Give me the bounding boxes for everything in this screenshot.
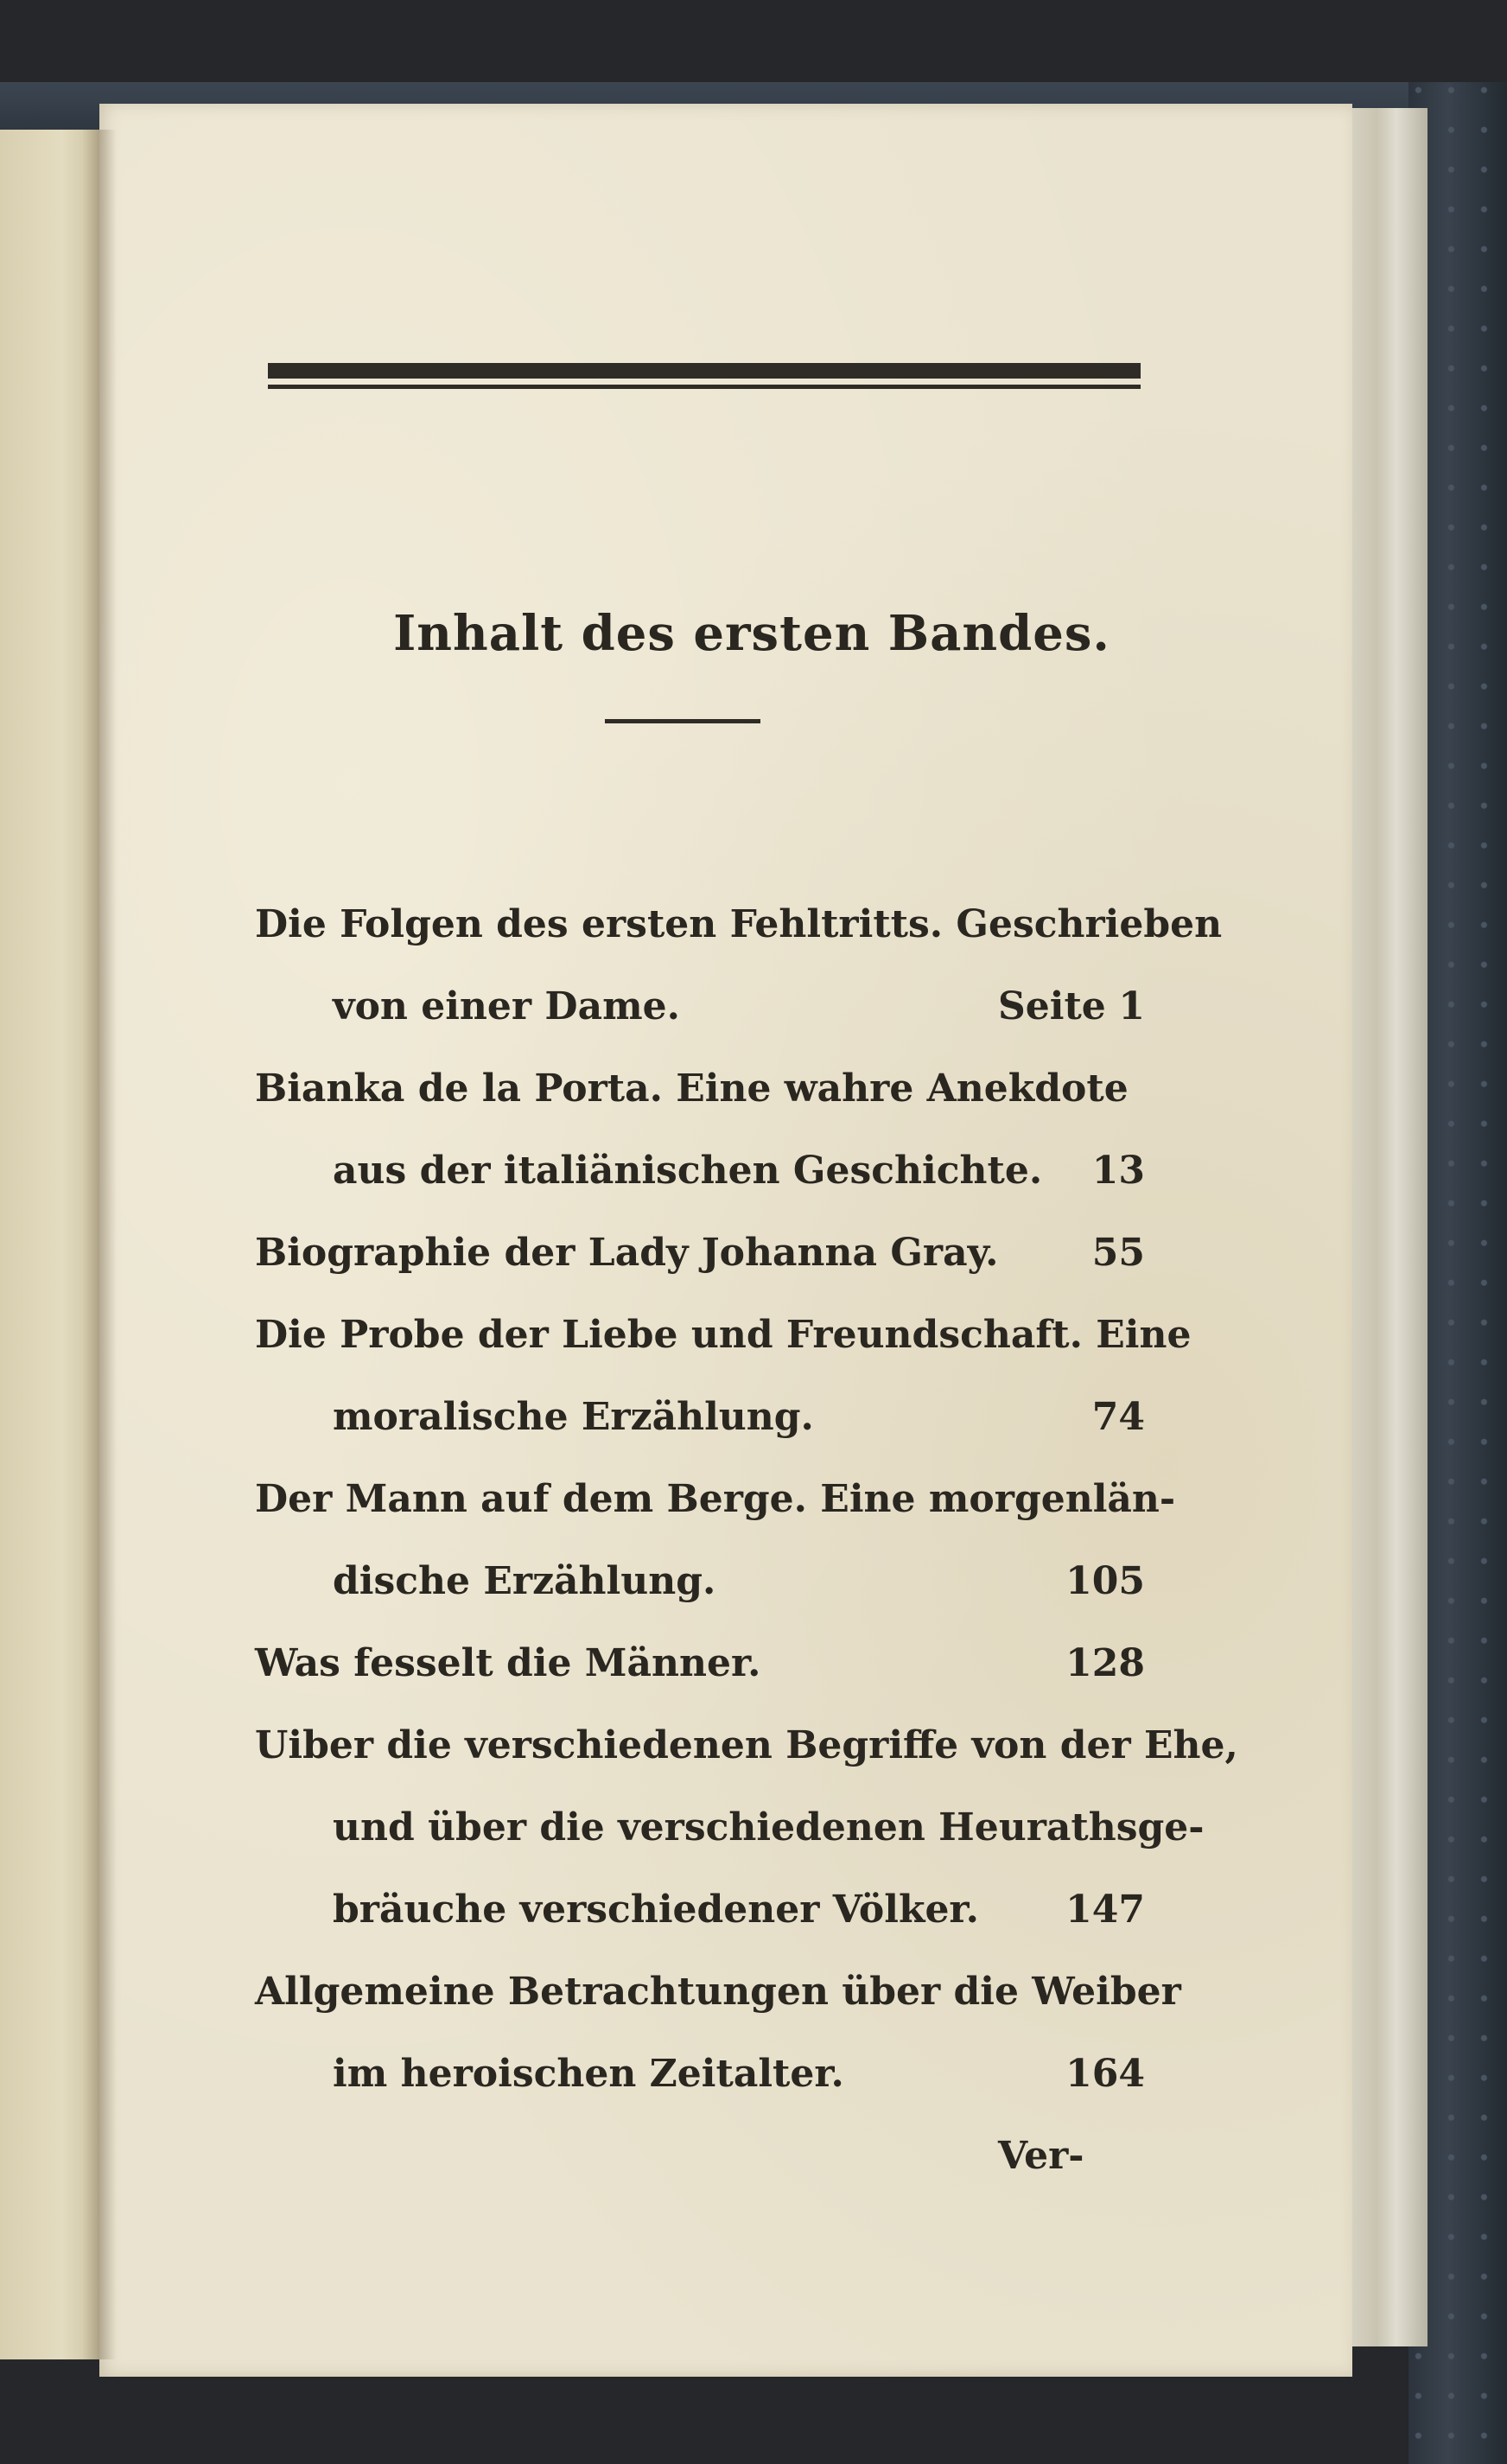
page-edges (1348, 108, 1428, 2346)
toc-entry-7-line-1: Uiber die verschiedenen Begriffe von der Ehe, (255, 1723, 1238, 1767)
toc-entry-1-page-label: Seite (998, 984, 1106, 1028)
toc-entry-3-page: 55 (1091, 1231, 1145, 1275)
toc-entry-4-line-1: Die Probe der Liebe und Freundschaft. Eine (255, 1313, 1192, 1357)
book-page (99, 104, 1352, 2377)
table-of-contents (99, 104, 1352, 2377)
book-gutter (82, 130, 117, 2359)
toc-entry-1-page: 1 (1118, 984, 1145, 1028)
toc-entry-7-line-2: und über die verschiedenen Heurathsge- (333, 1805, 1205, 1850)
toc-entry-8-line-1: Allgemeine Betrachtungen über die Weiber (255, 1970, 1181, 2014)
toc-entry-5-page: 105 (1065, 1559, 1145, 1603)
toc-entry-2-line-1: Bianka de la Porta. Eine wahre Anekdote (255, 1066, 1129, 1111)
page-title: Inhalt des ersten Bandes. (393, 605, 1110, 662)
toc-entry-8-page: 164 (1065, 2052, 1145, 2096)
toc-entry-5-line-2: dische Erzählung. (333, 1559, 716, 1603)
toc-entry-7-page: 147 (1065, 1888, 1145, 1932)
toc-entry-1-line-1: Die Folgen des ersten Fehltritts. Geschrieben (255, 902, 1223, 946)
catchword: Ver- (998, 2134, 1084, 2178)
toc-entry-4-line-2: moralische Erzählung. (333, 1395, 814, 1439)
toc-entry-4-page: 74 (1091, 1395, 1145, 1439)
toc-entry-6-line-1: Was fesselt die Männer. (255, 1641, 761, 1685)
toc-entry-8-line-2: im heroischen Zeitalter. (333, 2052, 844, 2096)
toc-entry-1-line-2: von einer Dame. (333, 984, 680, 1028)
toc-entry-6-page: 128 (1065, 1641, 1145, 1685)
toc-entry-5-line-1: Der Mann auf dem Berge. Eine morgenlän- (255, 1477, 1176, 1521)
toc-entry-2-line-2: aus der italiänischen Geschichte. (333, 1149, 1043, 1193)
toc-entry-7-line-3: bräuche verschiedener Völker. (333, 1888, 979, 1932)
toc-entry-2-page: 13 (1091, 1149, 1145, 1193)
toc-entry-3-line-1: Biographie der Lady Johanna Gray. (255, 1231, 999, 1275)
